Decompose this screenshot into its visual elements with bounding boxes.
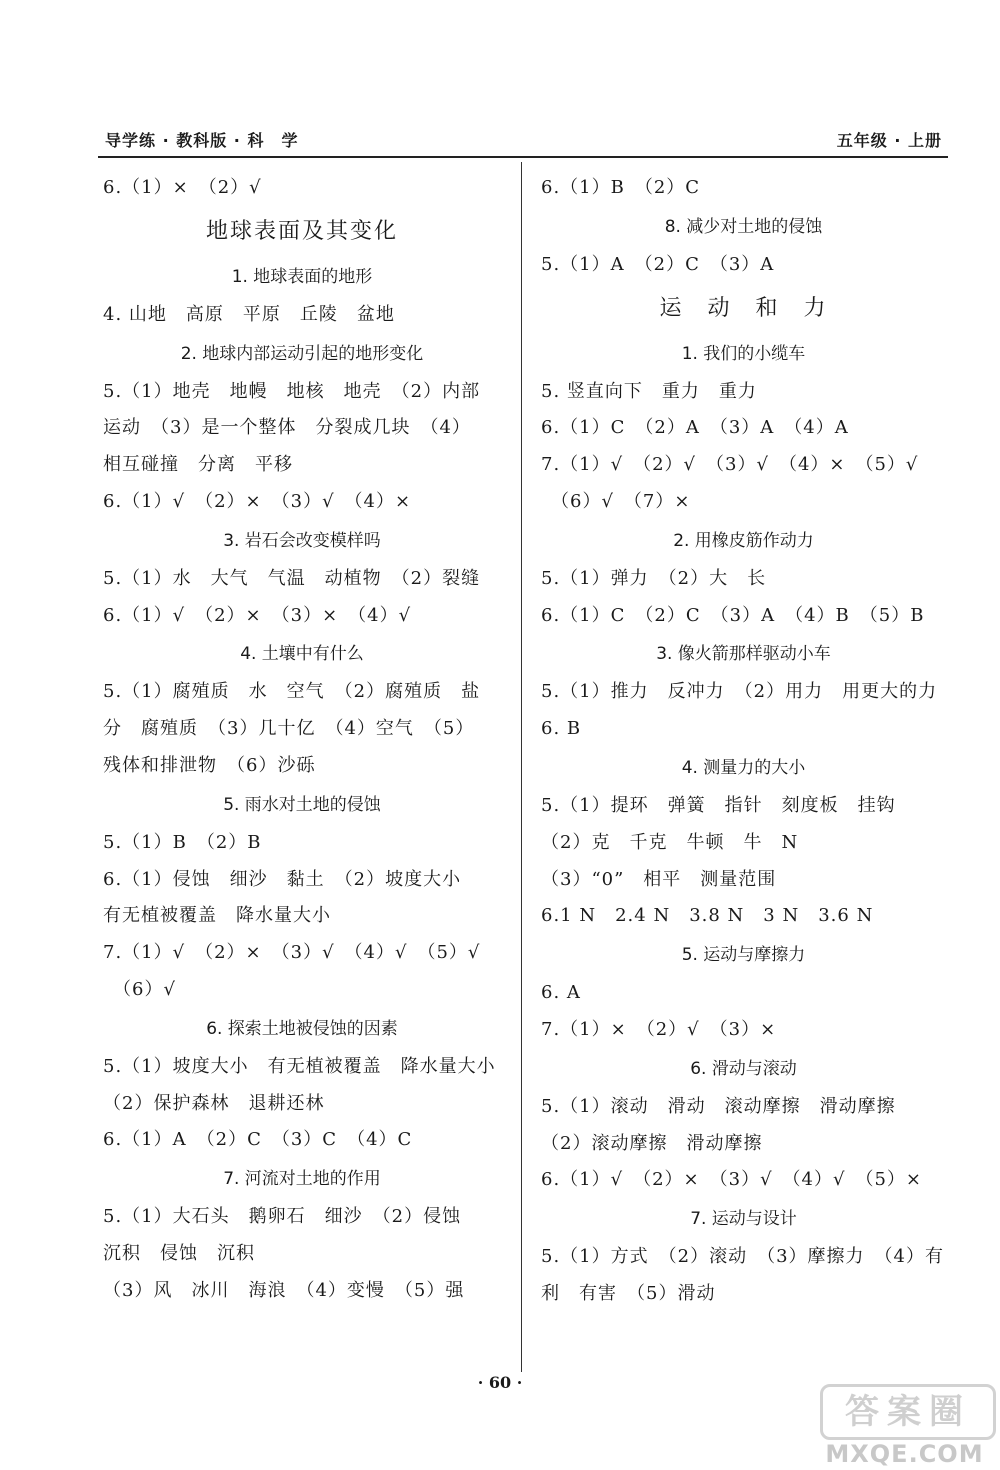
answer-line: 6.（1）B （2）C — [541, 177, 701, 198]
answer-line: 6.（1）C （2）A （3）A （4）A — [541, 417, 849, 439]
answer-line: （2）保护森林 退耕还林 — [103, 1092, 325, 1114]
lesson-heading: 7. 河流对土地的作用 — [223, 1169, 381, 1190]
lesson-heading: 7. 运动与设计 — [690, 1209, 797, 1230]
answer-line: 5.（1）弹力 （2）大 长 — [541, 567, 767, 589]
lesson-heading: 8. 减少对土地的侵蚀 — [664, 216, 823, 237]
watermark-logo-text: 答案圈 — [845, 1392, 971, 1432]
answer-line: 6.（1）√ （2）× （3）× （4）√ — [103, 604, 412, 626]
answer-line: 运动 （3）是一个整体 分裂成几块 （4） — [103, 417, 471, 439]
watermark-logo — [812, 1382, 997, 1468]
answer-line: 5.（1）提环 弹簧 指针 刻度板 挂钩 — [541, 794, 896, 816]
answer-line: 6.（1）C （2）C （3）A （4）B （5）B — [541, 604, 925, 626]
answer-line: 7.（1）√ （2）√ （3）√ （4）× （5）√ — [541, 454, 919, 476]
answer-line: 6.（1）√ （2）× （3）√ （4）√ （5）× — [541, 1169, 923, 1191]
lesson-heading: 3. 岩石会改变模样吗 — [223, 530, 381, 551]
answer-line: 分 腐殖质 （3）几十亿 （4）空气 （5） — [103, 718, 475, 740]
unit-title: 运 动 和 力 — [659, 295, 828, 321]
lesson-heading: 6. 滑动与滚动 — [690, 1058, 797, 1079]
lesson-heading: 1. 我们的小缆车 — [681, 343, 806, 364]
left-column — [103, 170, 501, 1310]
answer-line: 6.1 N 2.4 N 3.8 N 3 N 3.6 N — [541, 905, 874, 927]
answer-line: 5.（1）坡度大小 有无植被覆盖 降水量大小 — [103, 1055, 496, 1077]
answer-line: 利 有害 （5）滑动 — [541, 1282, 716, 1304]
watermark-url: MXQE.COM — [825, 1440, 984, 1468]
answer-line: 5.（1）大石头 鹅卵石 细沙 （2）侵蚀 — [103, 1206, 462, 1228]
answer-line: 5.（1）地壳 地幔 地核 地壳 （2）内部 — [103, 380, 481, 402]
answer-line: （6）√ — [103, 978, 176, 1000]
answer-line: （3）“0” 相平 测量范围 — [541, 868, 777, 890]
answer-line: 6.（1）侵蚀 细沙 黏土 （2）坡度大小 — [103, 868, 462, 890]
header-rule — [98, 156, 948, 158]
column-divider — [521, 162, 522, 1372]
answer-line: （3）风 冰川 海浪 （4）变慢 （5）强 — [103, 1279, 465, 1301]
answer-line: 沉积 侵蚀 沉积 — [103, 1242, 255, 1264]
answer-line: 6. A — [541, 982, 581, 1004]
lesson-heading: 4. 测量力的大小 — [681, 757, 806, 778]
answer-line: 6. B — [541, 718, 582, 740]
book-title: 导学练 · 教科版 · 科 学 — [105, 131, 299, 150]
page-header — [0, 126, 1000, 156]
right-column — [541, 170, 946, 1313]
answer-line: （2）克 千克 牛顿 牛 N — [541, 831, 799, 853]
answer-line: 5. 竖直向下 重力 重力 — [541, 380, 757, 402]
answer-line: （6）√ （7）× — [541, 490, 691, 512]
watermark-box — [820, 1384, 996, 1440]
answer-line: 5.（1）滚动 滑动 滚动摩擦 滑动摩擦 — [541, 1095, 896, 1117]
grade-label: 五年级 · 上册 — [836, 131, 942, 150]
answer-line: （2）滚动摩擦 滑动摩擦 — [541, 1132, 763, 1154]
unit-title: 地球表面及其变化 — [205, 218, 398, 244]
answer-line: 6.（1）× （2）√ — [103, 177, 262, 198]
answer-line: 7.（1）× （2）√ （3）× — [541, 1018, 777, 1040]
answer-line: 有无植被覆盖 降水量大小 — [103, 905, 331, 927]
answer-line: 5.（1）水 大气 气温 动植物 （2）裂缝 — [103, 567, 481, 589]
answer-line: 5.（1）A （2）C （3）A — [541, 253, 775, 275]
answer-line: 4. 山地 高原 平原 丘陵 盆地 — [103, 303, 395, 325]
lesson-heading: 5. 运动与摩擦力 — [681, 945, 806, 966]
answer-line: 5.（1）方式 （2）滚动 （3）摩擦力 （4）有 — [541, 1246, 944, 1268]
lesson-heading: 1. 地球表面的地形 — [231, 266, 373, 287]
lesson-heading: 3. 像火箭那样驱动小车 — [656, 644, 831, 665]
lesson-heading: 2. 用橡皮筋作动力 — [673, 530, 814, 551]
answer-line: 5.（1）腐殖质 水 空气 （2）腐殖质 盐 — [103, 681, 481, 703]
lesson-heading: 2. 地球内部运动引起的地形变化 — [180, 343, 424, 364]
answer-line: 5.（1）B （2）B — [103, 831, 262, 853]
lesson-heading: 4. 土壤中有什么 — [240, 644, 364, 665]
answer-line: 6.（1）√ （2）× （3）√ （4）× — [103, 490, 412, 512]
answer-line: 相互碰撞 分离 平移 — [103, 454, 293, 476]
answer-line: 残体和排泄物 （6）沙砾 — [103, 754, 316, 776]
page-number: · 60 · — [477, 1373, 523, 1392]
lesson-heading: 6. 探索土地被侵蚀的因素 — [206, 1018, 398, 1039]
answer-line: 5.（1）推力 反冲力 （2）用力 用更大的力 — [541, 681, 938, 703]
lesson-heading: 5. 雨水对土地的侵蚀 — [223, 794, 381, 815]
answer-line: 6.（1）A （2）C （3）C （4）C — [103, 1129, 413, 1151]
answer-line: 7.（1）√ （2）× （3）√ （4）√ （5）√ — [103, 942, 481, 964]
